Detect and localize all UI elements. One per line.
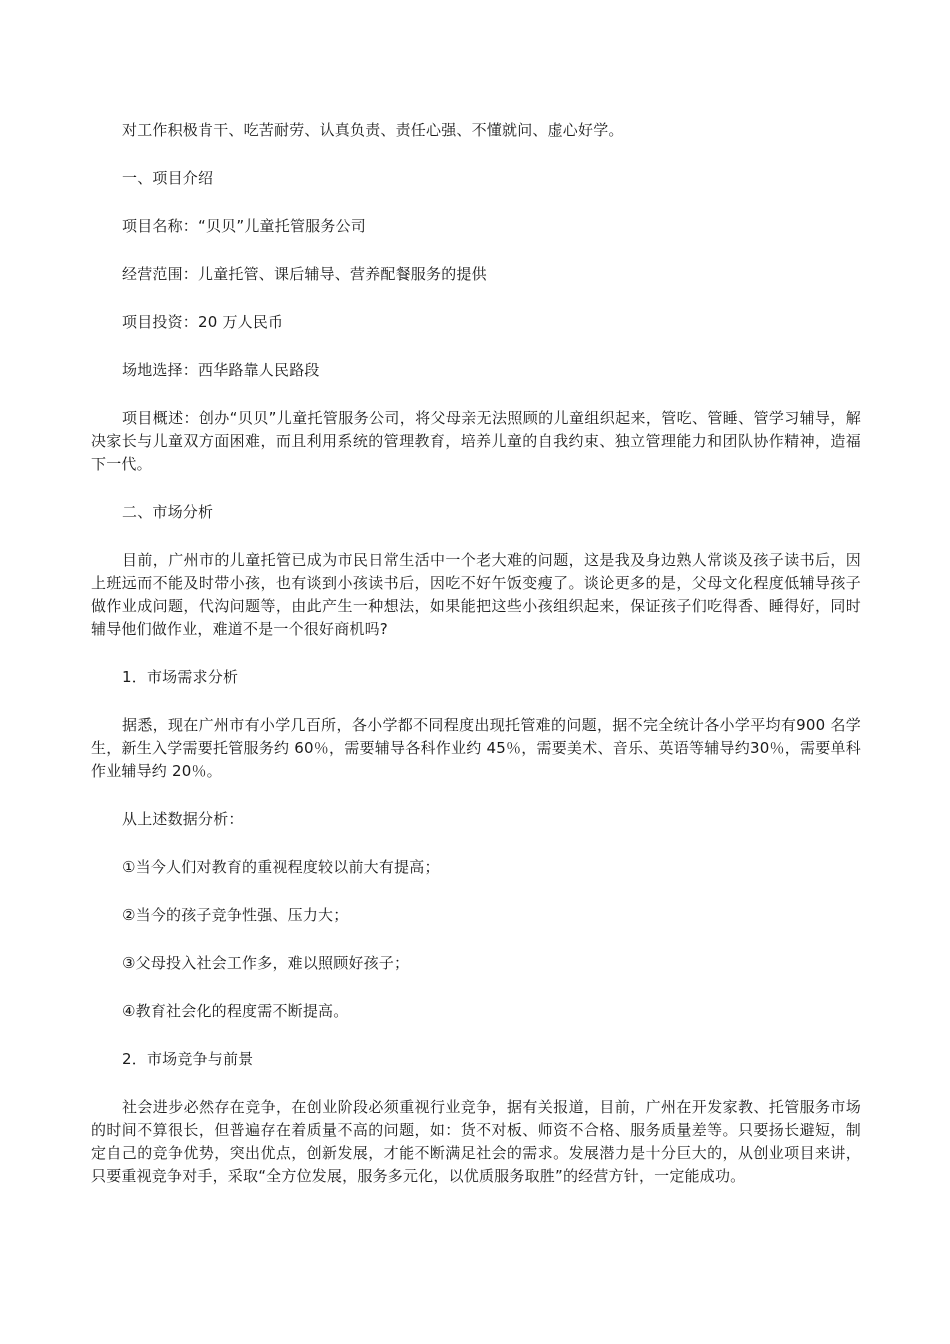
list-item: ②当今的孩子竞争性强、压力大；	[122, 906, 349, 924]
document-body	[91, 119, 861, 1213]
project-investment: 项目投资：20 万人民币	[122, 313, 284, 331]
section-heading-market-analysis: 二、市场分析	[122, 503, 214, 521]
project-overview: 项目概述：创办“贝贝”儿童托管服务公司，将父母亲无法照顾的儿童组织起来，管吃、管睡、管学习辅导，解决家长与儿童双方面困难，而且利用系统的管理教育，培养儿童的自我约束、独立管理能力和团队协作精神，造福下一代。	[91, 409, 861, 473]
project-name: 项目名称：“贝贝”儿童托管服务公司	[122, 217, 366, 235]
business-scope: 经营范围：儿童托管、课后辅导、营养配餐服务的提供	[122, 265, 487, 283]
competition-paragraph: 社会进步必然存在竞争，在创业阶段必须重视行业竞争，据有关报道，目前，广州在开发家教、托管服务市场的时间不算很长，但普遍存在着质量不高的问题，如：货不对板、师资不合格、服务质量差等。只要扬长避短，制定自己的竞争优势，突出优点，创新发展，才能不断满足社会的需求。发展潜力是十分巨大的，从创业项目来讲，只要重视竞争对手，采取“全方位发展，服务多元化，以优质服务取胜”的经营方针，一定能成功。	[91, 1098, 861, 1185]
market-current-situation: 目前，广州市的儿童托管已成为市民日常生活中一个老大难的问题，这是我及身边熟人常谈及孩子读书后，因上班远而不能及时带小孩，也有谈到小孩读书后，因吃不好午饭变瘦了。谈论更多的是，父母文化程度低辅导孩子做作业成问题，代沟问题等，由此产生一种想法，如果能把这些小孩组织起来，保证孩子们吃得香、睡得好，同时辅导他们做作业，难道不是一个很好商机吗?	[91, 551, 861, 638]
section-heading-project-intro: 一、项目介绍	[122, 169, 214, 187]
subheading-market-demand: 1．市场需求分析	[122, 668, 239, 686]
list-item: ①当今人们对教育的重视程度较以前大有提高；	[122, 858, 440, 876]
subheading-competition-prospects: 2．市场竞争与前景	[122, 1050, 254, 1068]
list-item: ④教育社会化的程度需不断提高。	[122, 1002, 349, 1020]
site-selection: 场地选择：西华路靠人民路段	[122, 361, 320, 379]
market-demand-statistics: 据悉，现在广州市有小学几百所，各小学都不同程度出现托管难的问题，据不完全统计各小学平均有900 名学生，新生入学需要托管服务约 60％，需要辅导各科作业约 45％，需要美术、音乐、英语等辅导约30％，需要单科作业辅导约 20％。	[91, 716, 861, 780]
data-analysis-intro: 从上述数据分析：	[122, 810, 244, 828]
intro-paragraph: 对工作积极肯干、吃苦耐劳、认真负责、责任心强、不懂就问、虚心好学。	[122, 121, 624, 139]
list-item: ③父母投入社会工作多，难以照顾好孩子；	[122, 954, 410, 972]
